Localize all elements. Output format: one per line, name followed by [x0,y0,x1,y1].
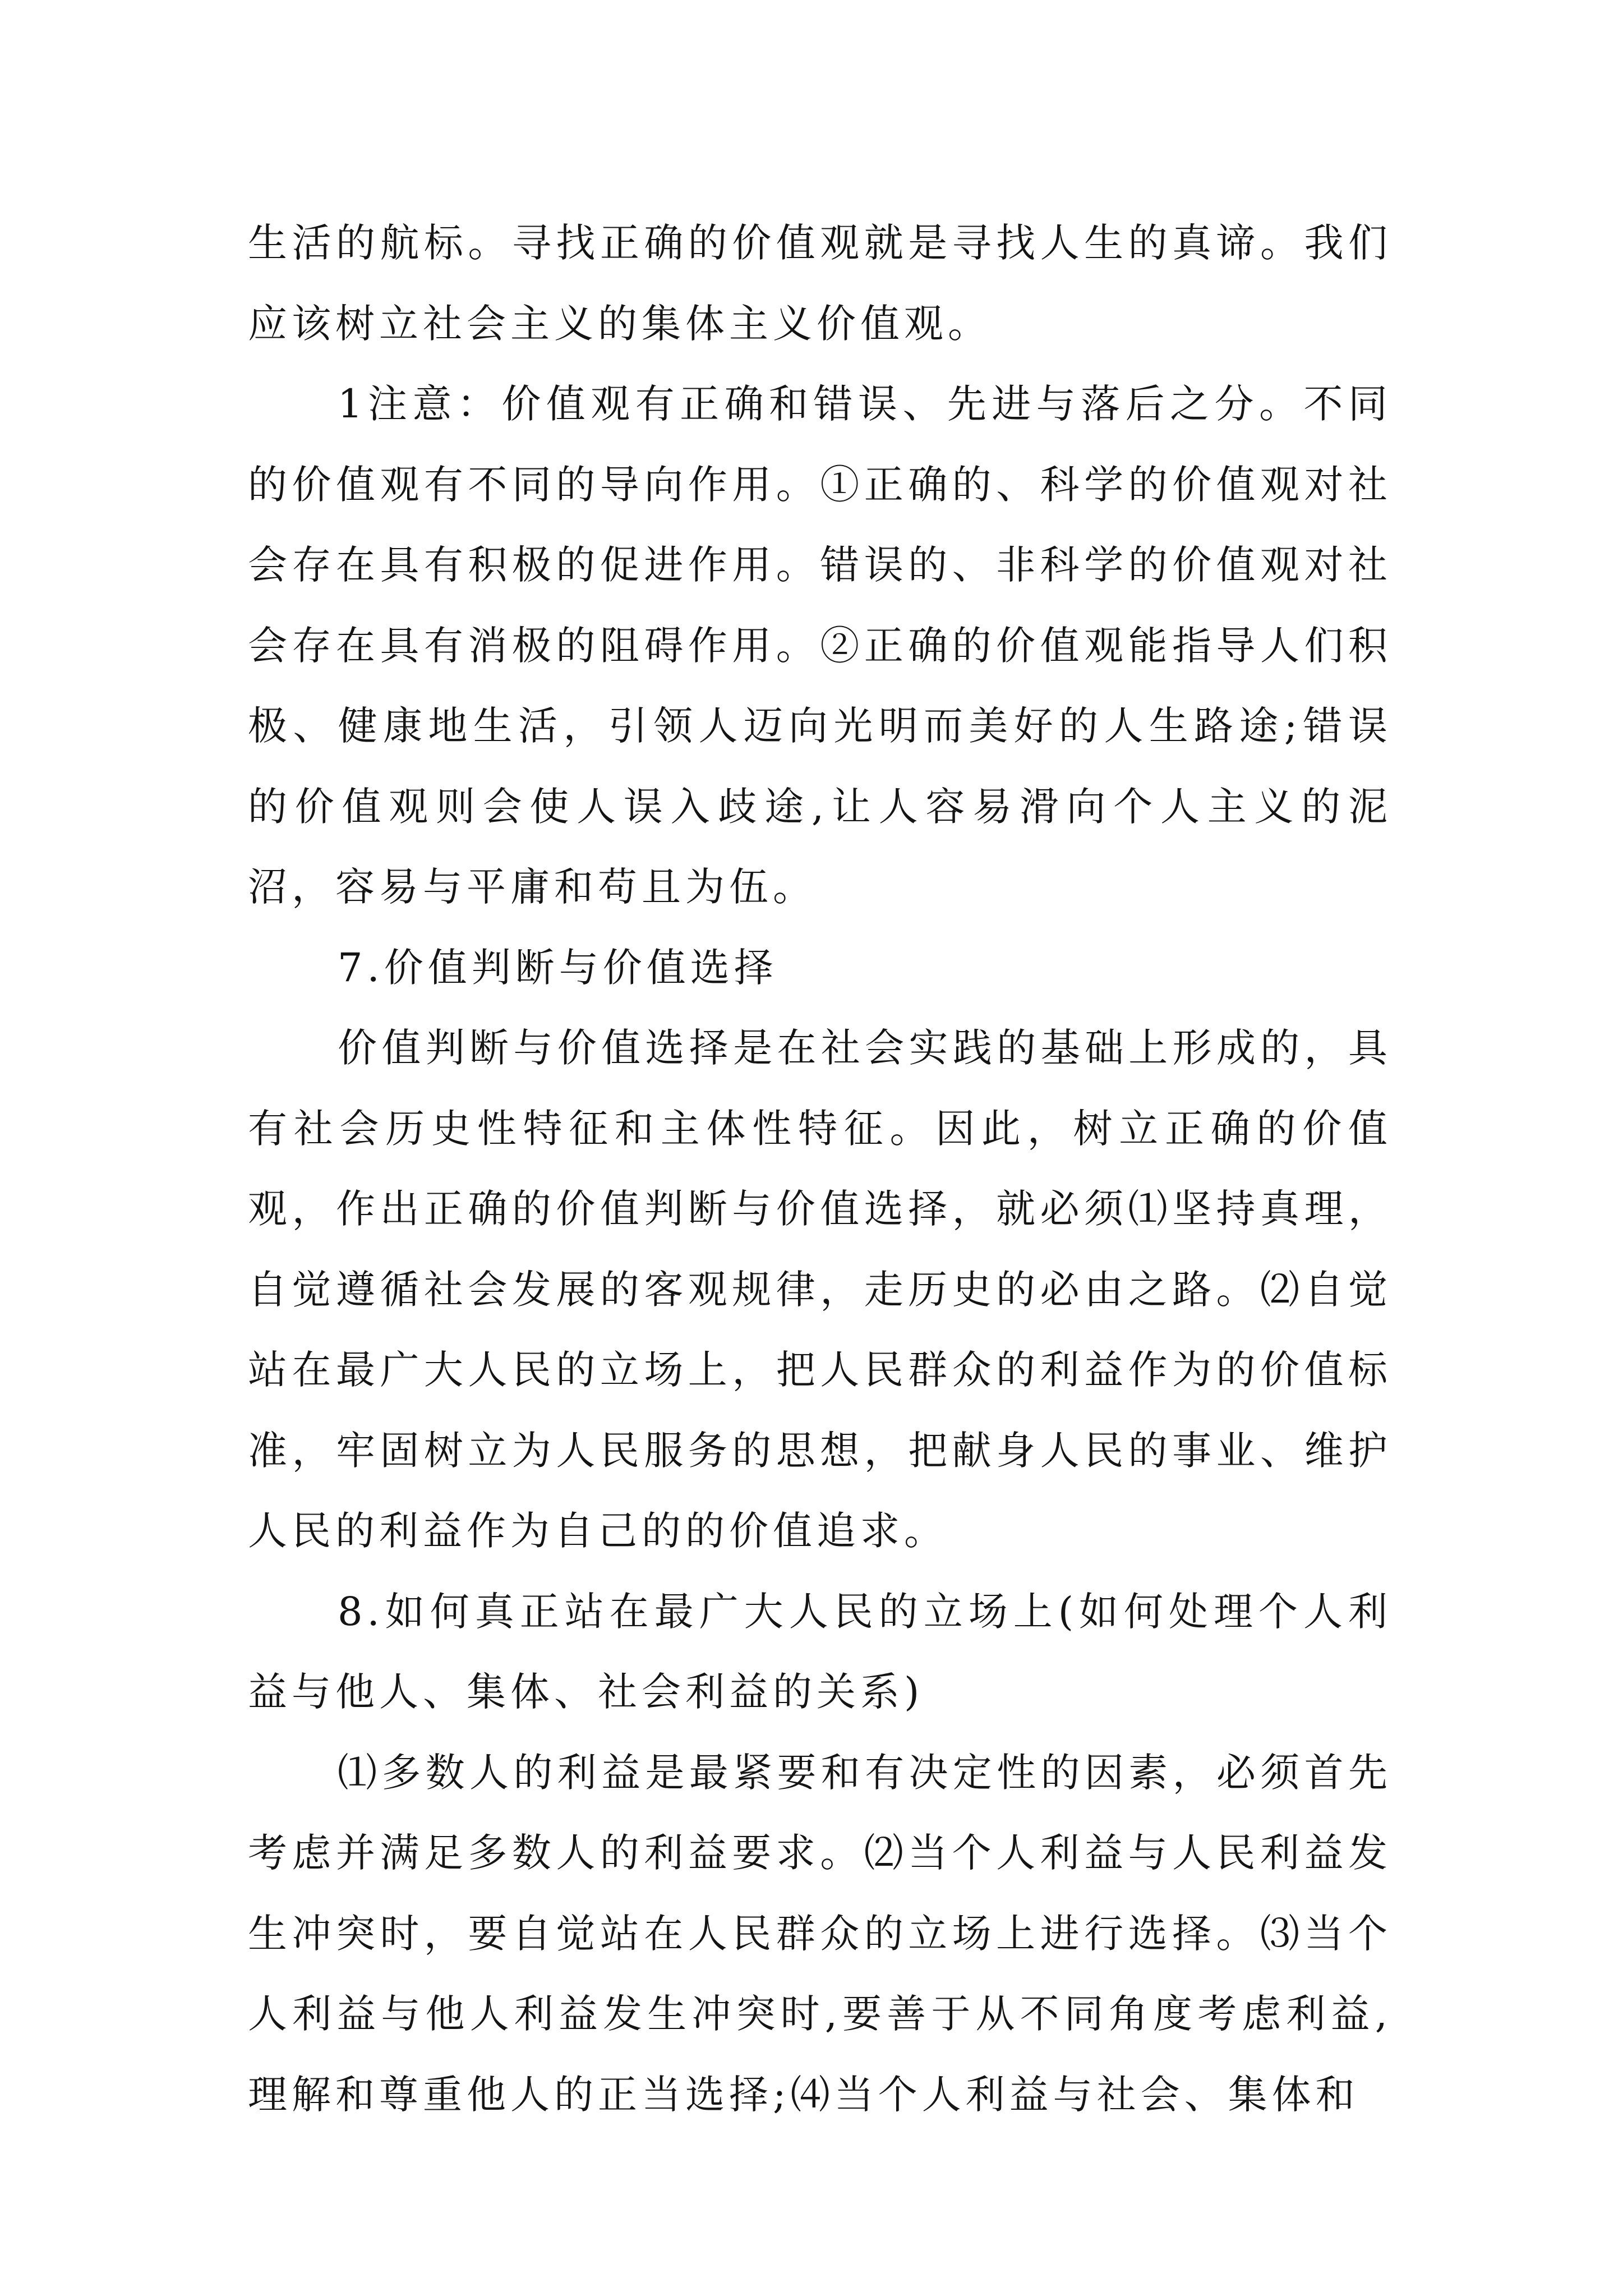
section-heading-7: 7.价值判断与价值选择 [338,944,778,991]
paragraph-note-value-types: 1注意：价值观有正确和错误、先进与落后之分。不同的价值观有不同的导向作用。①正确的、科学的价值观对社会存在具有积极的促进作用。错误的、非科学的价值观对社会存在具有消极的阻碍作用。②正确的价值观能指导人们积极、健康地生活，引领人迈向光明而美好的人生路途;错误的价值观则会使人误入歧途,让人容易滑向个人主义的泥沼，容易与平庸和苟且为伍。 [248,381,1392,910]
paragraph-value-guidance: 生活的航标。寻找正确的价值观就是寻找人生的真谛。我们应该树立社会主义的集体主义价值观。 [248,220,1392,347]
paragraph-value-judgment: 价值判断与价值选择是在社会实践的基础上形成的，具有社会历史性特征和主体性特征。因此，树立正确的价值观，作出正确的价值判断与价值选择，就必须⑴坚持真理，自觉遵循社会发展的客观规律，走历史的必由之路。⑵自觉站在最广大人民的立场上，把人民群众的利益作为的价值标准，牢固树立为人民服务的思想，把献身人民的事业、维护人民的利益作为自己的的价值追求。 [248,1025,1392,1554]
document-body [248,203,1392,2135]
paragraph-interest-relations: ⑴多数人的利益是最紧要和有决定性的因素，必须首先考虑并满足多数人的利益要求。⑵当个人利益与人民利益发生冲突时，要自觉站在人民群众的立场上进行选择。⑶当个人利益与他人利益发生冲突时,要善于从不同角度考虑利益,理解和尊重他人的正当选择;⑷当个人利益与社会、集体和 [248,1749,1392,2118]
section-heading-8: 8.如何真正站在最广大人民的立场上(如何处理个人利益与他人、集体、社会利益的关系) [248,1588,1392,1715]
